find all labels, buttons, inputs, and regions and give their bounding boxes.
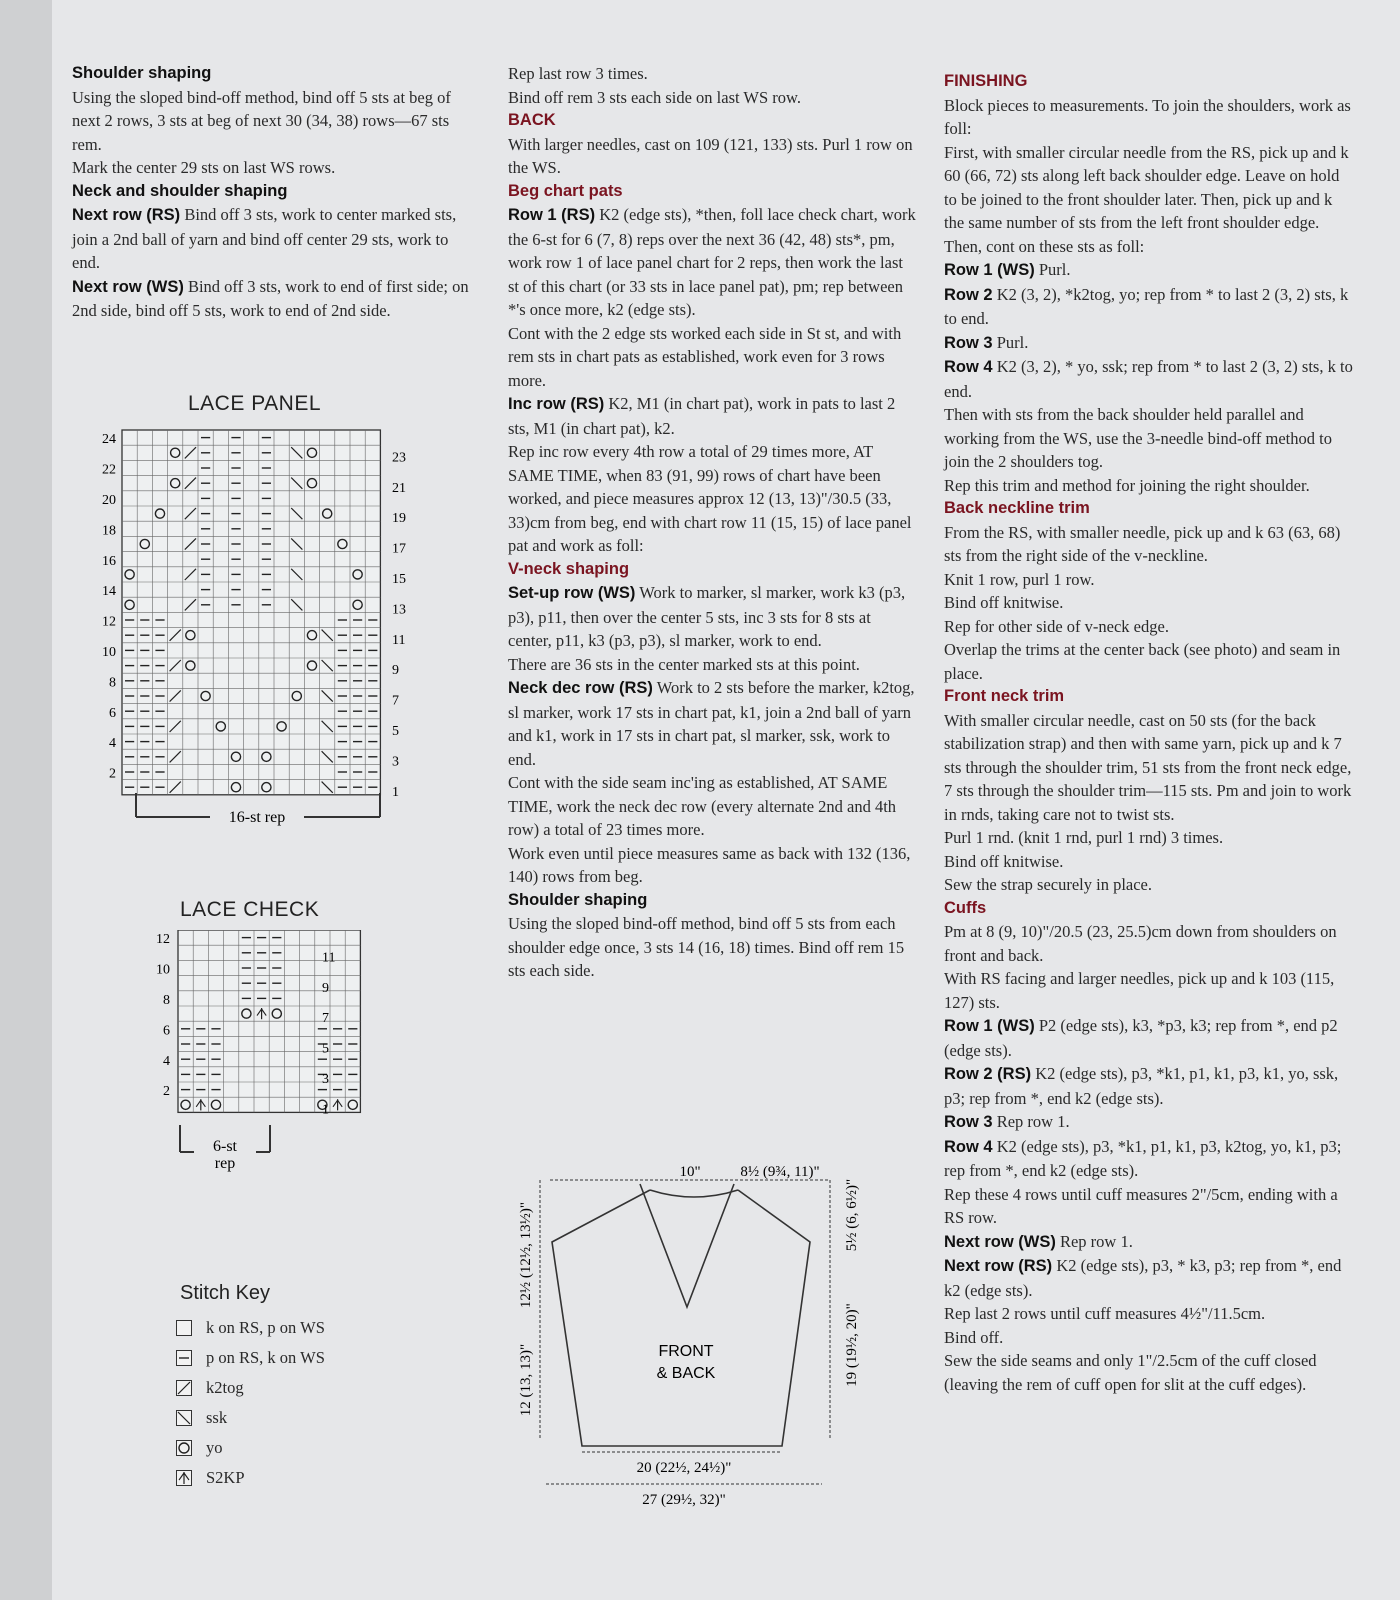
cuff-row-3	[944, 1110, 1354, 1135]
schematic-label: & BACK	[656, 1365, 716, 1382]
next-row-ws	[72, 275, 472, 323]
row-label: Row 1 (WS)	[944, 1017, 1035, 1035]
three-needle-bindoff: Then with sts from the back shoulder held parallel and working from the WS, use the 3-needle bind-off method to join the 2 shoulders tog.	[944, 405, 1332, 471]
inc-row	[508, 392, 918, 440]
row-number-right: 17	[392, 541, 406, 557]
row-1	[508, 203, 918, 322]
lace-panel-grid	[122, 430, 380, 795]
setup-row	[508, 581, 918, 653]
row-text: K2 (edge sts), *then, foll lace check chart, work the 6-st for 6 (7, 8) reps over the next 36 (42, 48) sts*, pm, work row 1 of lace panel chart for 2 reps, then work the last st of this chart (or 33 sts in lace panel pat), pm; rep between *'s once more, k2 (edge sts).	[508, 205, 916, 319]
next-row-rs	[72, 203, 472, 275]
back-cast-on: With larger needles, cast on 109 (121, 133) sts. Purl 1 row on the WS.	[508, 134, 913, 177]
row-number-left: 4	[163, 1053, 170, 1069]
shoulder-shaping-heading: Shoulder shaping	[72, 64, 212, 82]
mark-center-text: Mark the center 29 sts on last WS rows.	[72, 158, 336, 177]
row-number-left: 12	[156, 932, 170, 948]
cuff-next-rs	[944, 1254, 1354, 1302]
row-number-left: 18	[102, 523, 116, 539]
stitch-key-label: k on RS, p on WS	[206, 1318, 325, 1337]
stitch-dash-icon	[176, 1350, 192, 1366]
row-number-right: 5	[322, 1041, 329, 1057]
row-text: K2 (edge sts), p3, *k1, p1, k1, p3, k1, yo, ssk, p3; rep from *, end k2 (edge sts).	[944, 1064, 1339, 1108]
back-neckline-text: Bind off knitwise.	[944, 593, 1064, 612]
row-number-left: 16	[102, 553, 116, 569]
row-text: Bind off 3 sts, work to end of first side; on 2nd side, bind off 5 sts, work to end of 2nd side.	[72, 276, 469, 320]
row-text: K2, M1 (in chart pat), work in pats to last 2 sts, M1 (in chart pat), k2.	[508, 394, 896, 438]
lace-check-rep-label: 6-st	[213, 1138, 237, 1155]
row-label: Inc row (RS)	[508, 395, 605, 413]
column-1	[72, 62, 472, 323]
row-text: K2 (3, 2), *k2tog, yo; rep from * to last 2 (3, 2) sts, k to end.	[944, 284, 1349, 328]
stitch-key-item	[176, 1408, 227, 1428]
cuff-next-ws	[944, 1230, 1354, 1255]
stitch-key-item	[176, 1378, 244, 1398]
row-number-right: 9	[392, 663, 399, 679]
column-2	[508, 62, 918, 983]
row-label: Next row (WS)	[72, 277, 184, 296]
row-text: Bind off 3 sts, work to center marked sts, join a 2nd ball of yarn and bind off center 29 sts, work to end.	[72, 205, 457, 272]
row-label: Row 2	[944, 285, 993, 304]
row-label: Neck dec row (RS)	[508, 679, 653, 697]
cuff-row-4	[944, 1135, 1354, 1183]
bind-off-rem: Bind off rem 3 sts each side on last WS row.	[508, 87, 801, 107]
row-label: Row 4	[944, 358, 993, 376]
row-number-left: 10	[156, 962, 170, 978]
row-number-left: 20	[102, 493, 116, 508]
row-number-right: 7	[322, 1011, 329, 1027]
row-label: Row 3	[944, 333, 993, 352]
cuffs-heading: Cuffs	[944, 898, 987, 917]
row-number-right: 21	[392, 480, 406, 496]
row-text: Purl.	[992, 332, 1029, 352]
row-number-right: 7	[392, 693, 399, 709]
stitch-key-label: yo	[206, 1438, 223, 1457]
lace-check-chart	[150, 930, 370, 1190]
neck-dec-row	[508, 676, 918, 771]
row-number-left: 14	[102, 584, 116, 600]
front-neck-text: Bind off knitwise.	[944, 851, 1064, 871]
right-lower-measure: 19 (19½, 20)"	[844, 1303, 860, 1387]
left-upper-measure: 12½ (12½, 13½)"	[518, 1201, 534, 1309]
work-even: Work even until piece measures same as back with 132 (136, 140) rows from beg.	[508, 843, 911, 886]
row-label: Row 1 (WS)	[944, 261, 1035, 279]
row-number-right: 3	[322, 1072, 329, 1087]
row-text: Work to marker, sl marker, work k3 (p3, p3), p11, then over the center 5 sts, inc 3 sts for 8 sts at center, p11, k3 (p3, p3), sl marker, work to end.	[508, 583, 906, 650]
row-number-right: 1	[322, 1102, 329, 1118]
vneck-heading: V-neck shaping	[508, 559, 630, 578]
row-number-right: 9	[322, 980, 329, 996]
row-number-left: 24	[102, 432, 116, 448]
back-neckline-text: Rep for other side of v-neck edge.	[944, 616, 1169, 636]
back-neckline-text: Overlap the trims at the center back (see photo) and seam in place.	[944, 640, 1341, 683]
row-text: K2 (3, 2), * yo, ssk; rep from * to last 2 (3, 2) sts, k to end.	[944, 357, 1353, 401]
row-label: Next row (RS)	[944, 1257, 1053, 1275]
cuffs-text: With RS facing and larger needles, pick up and k 103 (115, 127) sts.	[944, 969, 1335, 1012]
stitch-key-label: S2KP	[206, 1468, 245, 1487]
row-label: Set-up row (WS)	[508, 584, 636, 602]
row-number-left: 2	[163, 1084, 170, 1100]
garment-outline	[552, 1190, 810, 1446]
lace-panel-chart	[90, 425, 430, 835]
cuff-row-1	[944, 1014, 1354, 1062]
shoulder-shaping-text: Using the sloped bind-off method, bind off 5 sts at beg of next 2 rows, 3 sts at beg of next 30 (34, 38) rows—67 sts rem.	[72, 87, 451, 154]
cont-side-seam: Cont with the side seam inc'ing as established, AT SAME TIME, work the neck dec row (every alternate 2nd and 4th row) a total of 23 times more.	[508, 773, 897, 839]
row-number-right: 19	[392, 511, 406, 527]
stitch-key-label: ssk	[206, 1408, 228, 1427]
cuffs-text: Rep last 2 rows until cuff measures 4½"/11.5cm.	[944, 1304, 1266, 1323]
top-neck-measure: 10"	[679, 1164, 701, 1180]
left-lower-measure: 12 (13, 13)"	[518, 1343, 534, 1417]
schematic-label: FRONT	[658, 1343, 714, 1360]
lace-check-title: LACE CHECK	[180, 898, 320, 921]
neck-shoulder-heading: Neck and shoulder shaping	[72, 181, 288, 200]
neck-back-curve	[650, 1190, 738, 1197]
row-label: Row 3	[944, 1113, 993, 1131]
stitch-key-item	[176, 1468, 245, 1488]
finishing-heading: FINISHING	[944, 72, 1028, 90]
back-neckline-text: Knit 1 row, purl 1 row.	[944, 569, 1095, 589]
row-text: Rep row 1.	[992, 1112, 1070, 1131]
stitch-s2kp-icon	[176, 1470, 192, 1486]
row-label: Next row (RS)	[72, 206, 181, 224]
fin-row-1	[944, 258, 1354, 283]
beg-chart-heading: Beg chart pats	[508, 181, 623, 200]
vneck-outline	[640, 1184, 734, 1307]
finishing-block: Block pieces to measurements. To join the shoulders, work as foll:	[944, 95, 1351, 138]
row-number-right: 5	[392, 724, 399, 739]
row-text: K2 (edge sts), p3, *k1, p1, k1, p3, k2tog, yo, k1, p3; rep from *, end k2 (edge sts).	[944, 1136, 1342, 1180]
row-label: Row 2 (RS)	[944, 1065, 1032, 1083]
finishing-pickup: First, with smaller circular needle from the RS, pick up and k 60 (66, 72) sts along left back shoulder edge. Leave on hold to be joined to the front shoulder later. Then, pick up and k the same number of sts from the left front shoulder edge. Then, cont on these sts as foll:	[944, 142, 1349, 256]
row-label: Next row (WS)	[944, 1232, 1056, 1251]
row-number-left: 6	[109, 705, 116, 721]
cuffs-text: Sew the side seams and only 1"/2.5cm of the cuff closed (leaving the rem of cuff open for slit at the cuff edges).	[944, 1351, 1317, 1394]
front-back-schematic	[510, 1160, 890, 1555]
column-3	[944, 70, 1354, 1396]
row-text: Work to 2 sts before the marker, k2tog, sl marker, work 17 sts in chart pat, k1, join a 2nd ball of yarn and k1, work in 17 sts in chart pat, sl marker, ssk, work to end.	[508, 678, 915, 769]
row-label: Row 1 (RS)	[508, 206, 596, 224]
lace-panel-rep-label: 16-st rep	[228, 809, 286, 826]
bottom-inner-measure: 20 (22½, 24½)"	[636, 1460, 732, 1476]
rep-inc-row: Rep inc row every 4th row a total of 29 times more, AT SAME TIME, when 83 (91, 99) rows of chart have been worked, and piece measures approx 12 (13, 13)"/30.5 (33, 33)cm from beg, end with chart row 11 (15, 15) of lace panel pat and work as foll:	[508, 442, 912, 555]
row-number-left: 12	[102, 614, 116, 630]
row-text: P2 (edge sts), k3, *p3, k3; rep from *, end p2 (edge sts).	[944, 1016, 1338, 1060]
stitch-key-label: p on RS, k on WS	[206, 1348, 325, 1367]
row-number-left: 10	[102, 645, 116, 660]
lace-check-rep-label: rep	[214, 1155, 236, 1172]
lace-panel-title: LACE PANEL	[188, 392, 321, 415]
stitch-key-label: k2tog	[206, 1378, 244, 1397]
stitch-key-item	[176, 1438, 223, 1458]
bottom-outer-measure: 27 (29½, 32)"	[642, 1492, 726, 1508]
fin-row-3	[944, 331, 1354, 356]
stitch-yo-icon	[176, 1440, 192, 1456]
cont-edge-sts: Cont with the 2 edge sts worked each side in St st, and with rem sts in chart pats as established, work even for 3 rows more.	[508, 323, 902, 390]
cuffs-text: Pm at 8 (9, 10)"/20.5 (23, 25.5)cm down from shoulders on front and back.	[944, 922, 1337, 965]
row-number-left: 8	[163, 993, 170, 1008]
right-upper-measure: 5½ (6, 6½)"	[844, 1178, 860, 1252]
row-text: K2 (edge sts), p3, * k3, p3; rep from *, end k2 (edge sts).	[944, 1256, 1342, 1300]
fin-row-2	[944, 283, 1354, 331]
row-number-right: 13	[392, 602, 406, 618]
rep-trim: Rep this trim and method for joining the right shoulder.	[944, 475, 1310, 495]
row-number-right: 3	[392, 754, 399, 770]
row-text: Purl.	[1034, 260, 1071, 279]
row-number-right: 11	[322, 950, 336, 966]
front-neck-text: Sew the strap securely in place.	[944, 875, 1153, 894]
top-shoulder-measure: 8½ (9¾, 11)"	[740, 1164, 820, 1180]
front-neck-text: Purl 1 rnd. (knit 1 rnd, purl 1 rnd) 3 times.	[944, 828, 1224, 847]
row-number-left: 2	[109, 766, 116, 782]
stitch-ssk-icon	[176, 1410, 192, 1426]
back-neckline-heading: Back neckline trim	[944, 499, 1090, 517]
row-number-right: 1	[392, 784, 399, 800]
row-text: Rep row 1.	[1055, 1231, 1133, 1251]
center-sts-note: There are 36 sts in the center marked sts at this point.	[508, 654, 860, 674]
row-number-left: 22	[102, 462, 116, 478]
row-label: Row 4	[944, 1137, 993, 1156]
shoulder-shaping-heading-2: Shoulder shaping	[508, 890, 648, 909]
shoulder-shaping-text-2: Using the sloped bind-off method, bind off 5 sts from each shoulder edge once, 3 sts 14 (16, 18) times. Bind off rem 15 sts each side.	[508, 914, 905, 980]
back-neckline-text: From the RS, with smaller needle, pick up and k 63 (63, 68) sts from the right side of the v-neckline.	[944, 522, 1341, 565]
front-neck-heading: Front neck trim	[944, 687, 1065, 705]
cuff-row-2	[944, 1062, 1354, 1110]
stitch-empty-icon	[176, 1320, 192, 1336]
stitch-k2tog-icon	[176, 1380, 192, 1396]
row-number-left: 4	[109, 736, 116, 752]
stitch-key-item	[176, 1318, 325, 1338]
row-number-right: 11	[392, 632, 406, 648]
row-number-right: 23	[392, 450, 406, 466]
front-neck-text: With smaller circular needle, cast on 50 sts (for the back stabilization strap) and then with same yarn, pick up and k 7 sts through the shoulder trim, 51 sts from the front neck edge, 7 sts through the shoulder trim—115 sts. Pm and join to work in rnds, taking care not to twist sts.	[944, 710, 1352, 824]
row-number-right: 15	[392, 572, 406, 587]
fin-row-4	[944, 355, 1354, 403]
rep-last-row: Rep last row 3 times.	[508, 64, 648, 83]
row-number-left: 8	[109, 675, 116, 691]
stitch-key-title: Stitch Key	[180, 1282, 271, 1304]
row-number-left: 6	[163, 1023, 170, 1039]
stitch-key-item	[176, 1348, 325, 1368]
cuffs-text: Rep these 4 rows until cuff measures 2"/5cm, ending with a RS row.	[944, 1184, 1338, 1227]
back-heading: BACK	[508, 111, 556, 129]
cuffs-text: Bind off.	[944, 1327, 1004, 1347]
